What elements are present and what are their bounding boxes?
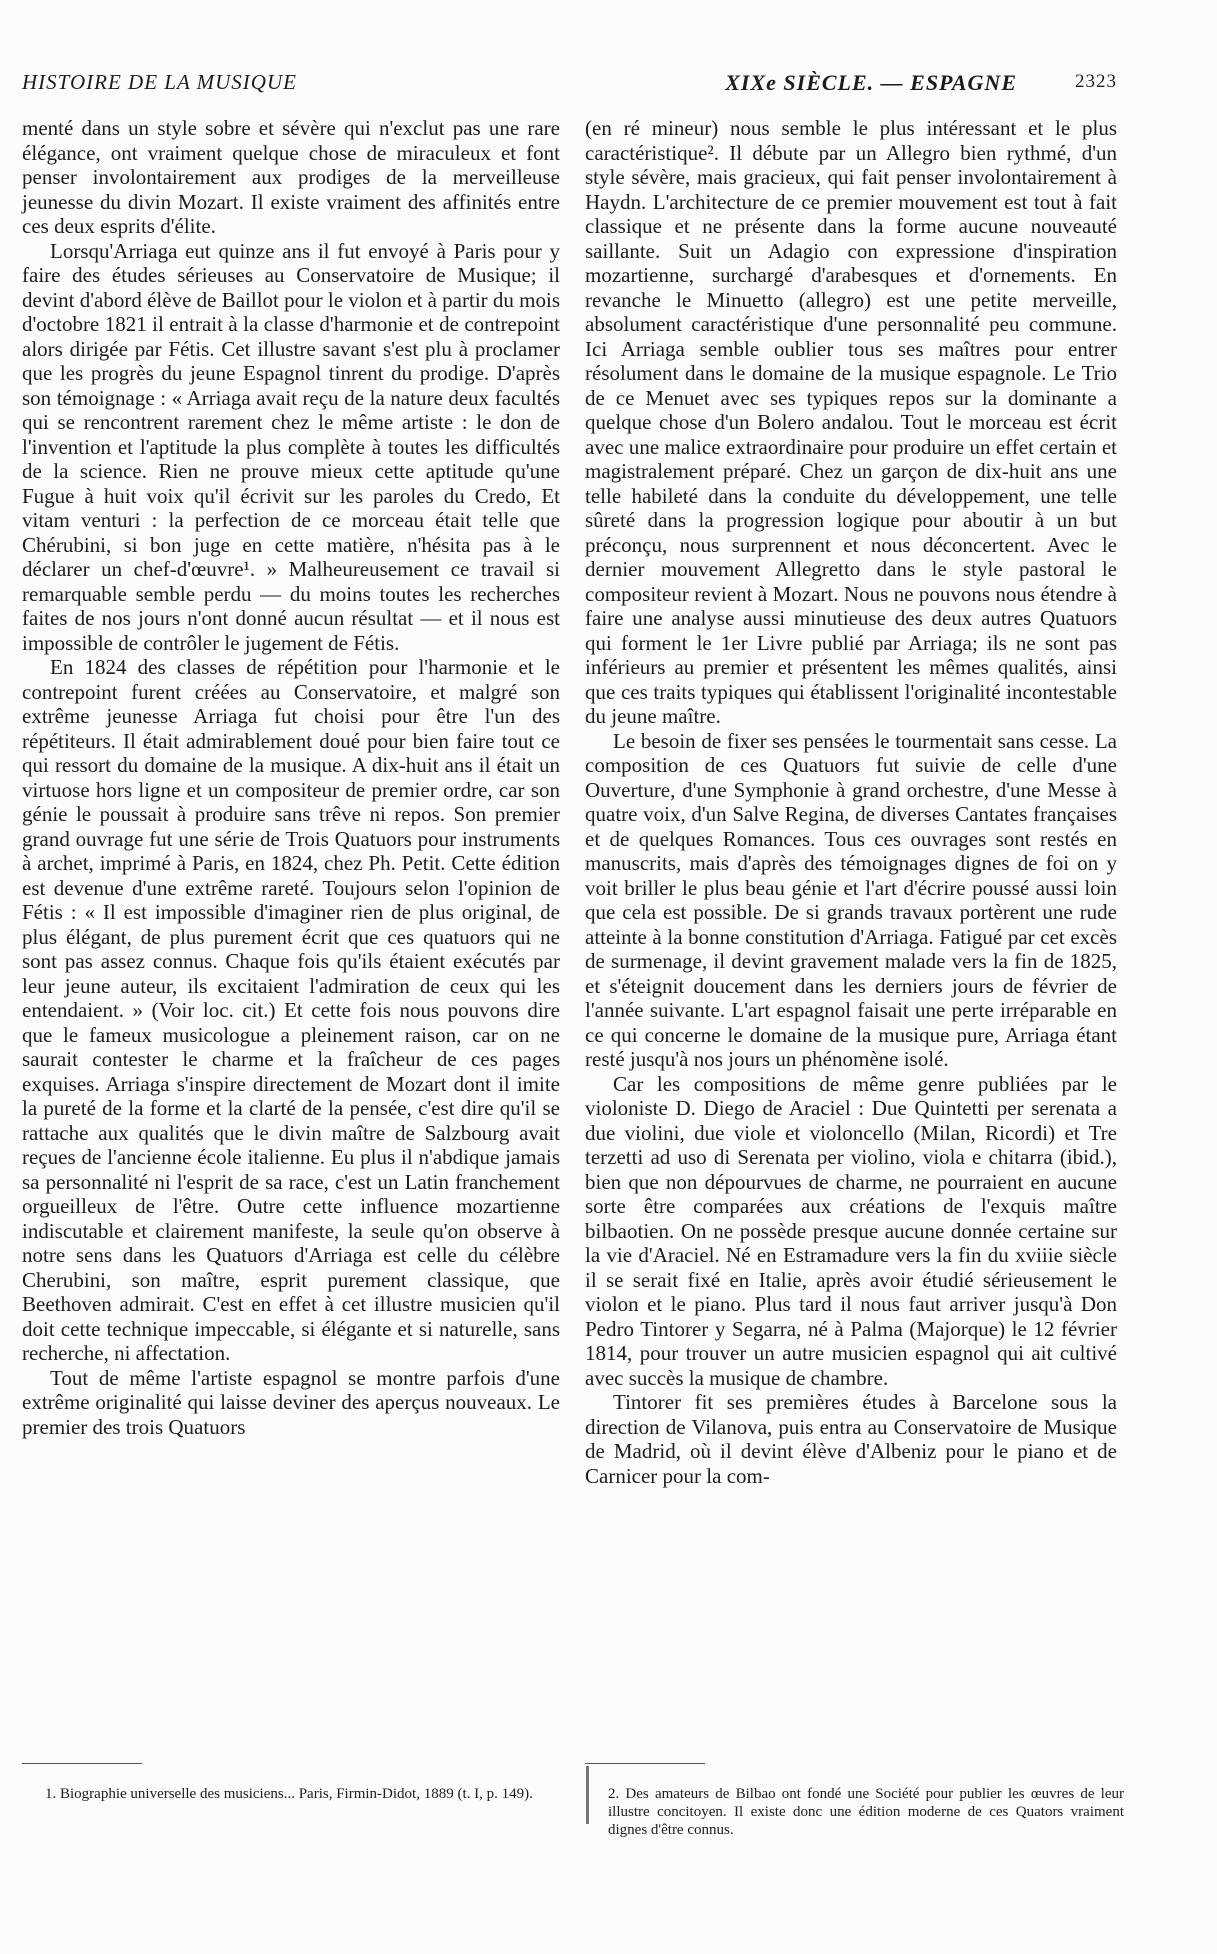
running-header [22, 70, 1117, 100]
footnote-divider [22, 1763, 142, 1764]
footnote-divider [585, 1763, 705, 1764]
paragraph: Car les compositions de même genre publiées par le violoniste D. Diego de Araciel : Due Quintetti per serenata a due violini, due viole et violoncello (Milan, Ricordi) et Tre terzetti ad uso di Serenata per violino, viola e chitarra (ibid.), bien que non dépourvues de charme, ne pourraient en aucune sorte être comparées aux créations de l'exquis maître bilbaotien. On ne possède presque aucune donnée certaine sur la vie d'Araciel. Né en Estramadure vers la fin du xviiie siècle il se serait fixé en Italie, après avoir étudié sérieusement le violon et le piano. Plus tard il nous faut arriver jusqu'à Don Pedro Tintorer y Segarra, né à Palma (Majorque) le 12 février 1814, pour trouver un autre musicien espagnol qui ait cultivé avec succès la musique de chambre. [585, 1071, 1117, 1390]
right-column [585, 116, 1117, 1488]
paragraph: Lorsqu'Arriaga eut quinze ans il fut envoyé à Paris pour y faire des études sérieuses au Conservatoire de Musique; il devint d'abord élève de Baillot pour le violon et à partir du mois d'octobre 1821 il entrait à la classe d'harmonie et de contrepoint alors dirigée par Fétis. Cet illustre savant s'est plu à proclamer que les progrès du jeune Espagnol tinrent du prodige. D'après son témoignage : « Arriaga avait reçu de la nature deux facultés qui se rencontrent rarement chez le même artiste : le don de l'invention et l'aptitude la plus complète à toutes les difficultés de la science. Rien ne prouve mieux cette aptitude qu'une Fugue à huit voix qu'il écrivit sur les paroles du Credo, Et vitam venturi : la perfection de ce morceau était telle que Chérubini, si bon juge en cette matière, n'hésita pas à le déclarer un chef-d'œuvre¹. » Malheureusement ce travail si remarquable semble perdu — du moins toutes les recherches faites de nos jours n'ont donné aucun résultat — et il nous est impossible de contrôler le jugement de Fétis. [22, 238, 560, 655]
paragraph: menté dans un style sobre et sévère qui n'exclut pas une rare élégance, ont vraiment quelque chose de miraculeux et font penser involontairement aux prodiges de la merveilleuse jeunesse du divin Mozart. Il existe vraiment des affinités entre ces deux esprits d'élite. [22, 116, 560, 238]
paragraph: Tout de même l'artiste espagnol se montre parfois d'une extrême originalité qui laisse deviner des aperçus nouveaux. Le premier des trois Quatuors [22, 1365, 560, 1439]
page-number: 2323 [1075, 71, 1117, 92]
footnote-1: 1. Biographie universelle des musiciens... Paris, Firmin-Didot, 1889 (t. I, p. 149). [45, 1786, 533, 1802]
paragraph: (en ré mineur) nous semble le plus intéressant et le plus caractéristique². Il débute par un Allegro bien rythmé, d'un style sévère, mais gracieux, qui fait penser involontairement à Haydn. L'architecture de ce premier mouvement est tout à fait classique et ne présente dans la forme aucune nouveauté saillante. Suit un Adagio con expressione d'inspiration mozartienne, surchargé d'arabesques et d'ornements. En revanche le Minuetto (allegro) est une petite merveille, absolument caractéristique d'une personnalité peu commune. Ici Arriaga semble oublier tous ses maîtres pour entrer résolument dans le domaine de la musique espagnole. Le Trio de ce Menuet avec ses typiques repos sur la dominante a quelque chose d'un Bolero andalou. Tout le morceau est écrit avec une malice extraordinaire pour produire un effet certain et magistralement préparé. Chez un garçon de dix-huit ans une telle habileté dans la conduite du développement, une telle sûreté dans la progression logique pour aboutir à un but préconçu, nous surprennent et nous déconcertent. Avec le dernier mouvement Allegretto dans le style pastoral le compositeur revient à Mozart. Nous ne pouvons nous étendre à faire une analyse aussi minutieuse des deux autres Quatuors qui forment le 1er Livre publié par Arriaga; ils ne sont pas inférieurs au premier et présentent les mêmes qualités, ainsi que ces traits typiques qui établissent l'originalité incontestable du jeune maître. [585, 116, 1117, 728]
header-title: HISTOIRE DE LA MUSIQUE [22, 70, 297, 94]
paragraph: En 1824 des classes de répétition pour l'harmonie et le contrepoint furent créées au Conservatoire, et malgré son extrême jeunesse Arriaga fut choisi pour être l'un des répétiteurs. Il était admirablement doué pour bien faire tout ce qui ressort du domaine de la musique. A dix-huit ans il était un virtuose hors ligne et un compositeur de premier ordre, car son génie le poussait à produire sans trêve ni repos. Son premier grand ouvrage fut une série de Trois Quatuors pour instruments à archet, imprimé à Paris, en 1824, chez Ph. Petit. Cette édition est devenue d'une extrême rareté. Toujours selon l'opinion de Fétis : « Il est impossible d'imaginer rien de plus original, de plus élégant, de plus purement écrit que ces quatuors qui ne sont pas assez connus. Chaque fois qu'ils étaient exécutés par leur jeune auteur, ils excitaient l'admiration de ceux qui les entendaient. » (Voir loc. cit.) Et cette fois nous pouvons dire que le fameux musicologue a pleinement raison, car on ne saurait contester le charme et la fraîcheur de ces pages exquises. Arriaga s'inspire directement de Mozart dont il imite la pureté de la forme et la clarté de la pensée, c'est dire qu'il se rattache aux qualités que le divin maître de Salzbourg avait reçues de l'ancienne école italienne. Eu plus il n'abdique jamais sa personnalité ni l'esprit de sa race, c'est un Latin franchement orgueilleux de l'être. Outre cette influence mozartienne indiscutable et clairement manifeste, la seule qu'on observe à notre sens dans les Quatuors d'Arriaga est celle du célèbre Cherubini, son maître, esprit purement classique, que Beethoven admirait. C'est en effet à cet illustre musicien qu'il doit cette technique impeccable, si élégante et si naturelle, sans recherche, ni affectation. [22, 655, 560, 1365]
paragraph: Le besoin de fixer ses pensées le tourmentait sans cesse. La composition de ces Quatuors fut suivie de celle d'une Ouverture, d'une Symphonie à grand orchestre, d'une Messe à quatre voix, d'un Salve Regina, de diverses Cantates françaises et de quelques Romances. Tous ces ouvrages sont restés en manuscrits, mais d'après des témoignages dignes de foi on y voit briller le plus beau génie et l'art d'écrire poussé aussi loin que cela est possible. De si grands travaux portèrent une rude atteinte à la bonne constitution d'Arriaga. Fatigué par cet excès de surmenage, il devint gravement malade vers la fin de 1825, et s'éteignit doucement dans les derniers jours de février de l'année suivante. L'art espagnol faisait une perte irréparable en ce qui concerne le domaine de la musique pure, Arriaga étant resté jusqu'à nos jours un phénomène isolé. [585, 728, 1117, 1071]
margin-bar [586, 1766, 589, 1824]
paragraph: Tintorer fit ses premières études à Barcelone sous la direction de Vilanova, puis entra au Conservatoire de Musique de Madrid, où il devint élève d'Albeniz pour le piano et de Carnicer pour la com- [585, 1390, 1117, 1488]
left-column [22, 116, 560, 1439]
footnote-2: 2. Des amateurs de Bilbao ont fondé une Société pour publier les œuvres de leur illustre concitoyen. Il existe donc une édition moderne de ces Quators vraiment dignes d'être connus. [608, 1786, 1124, 1838]
header-section: XIXe SIÈCLE. — ESPAGNE [725, 70, 1017, 95]
